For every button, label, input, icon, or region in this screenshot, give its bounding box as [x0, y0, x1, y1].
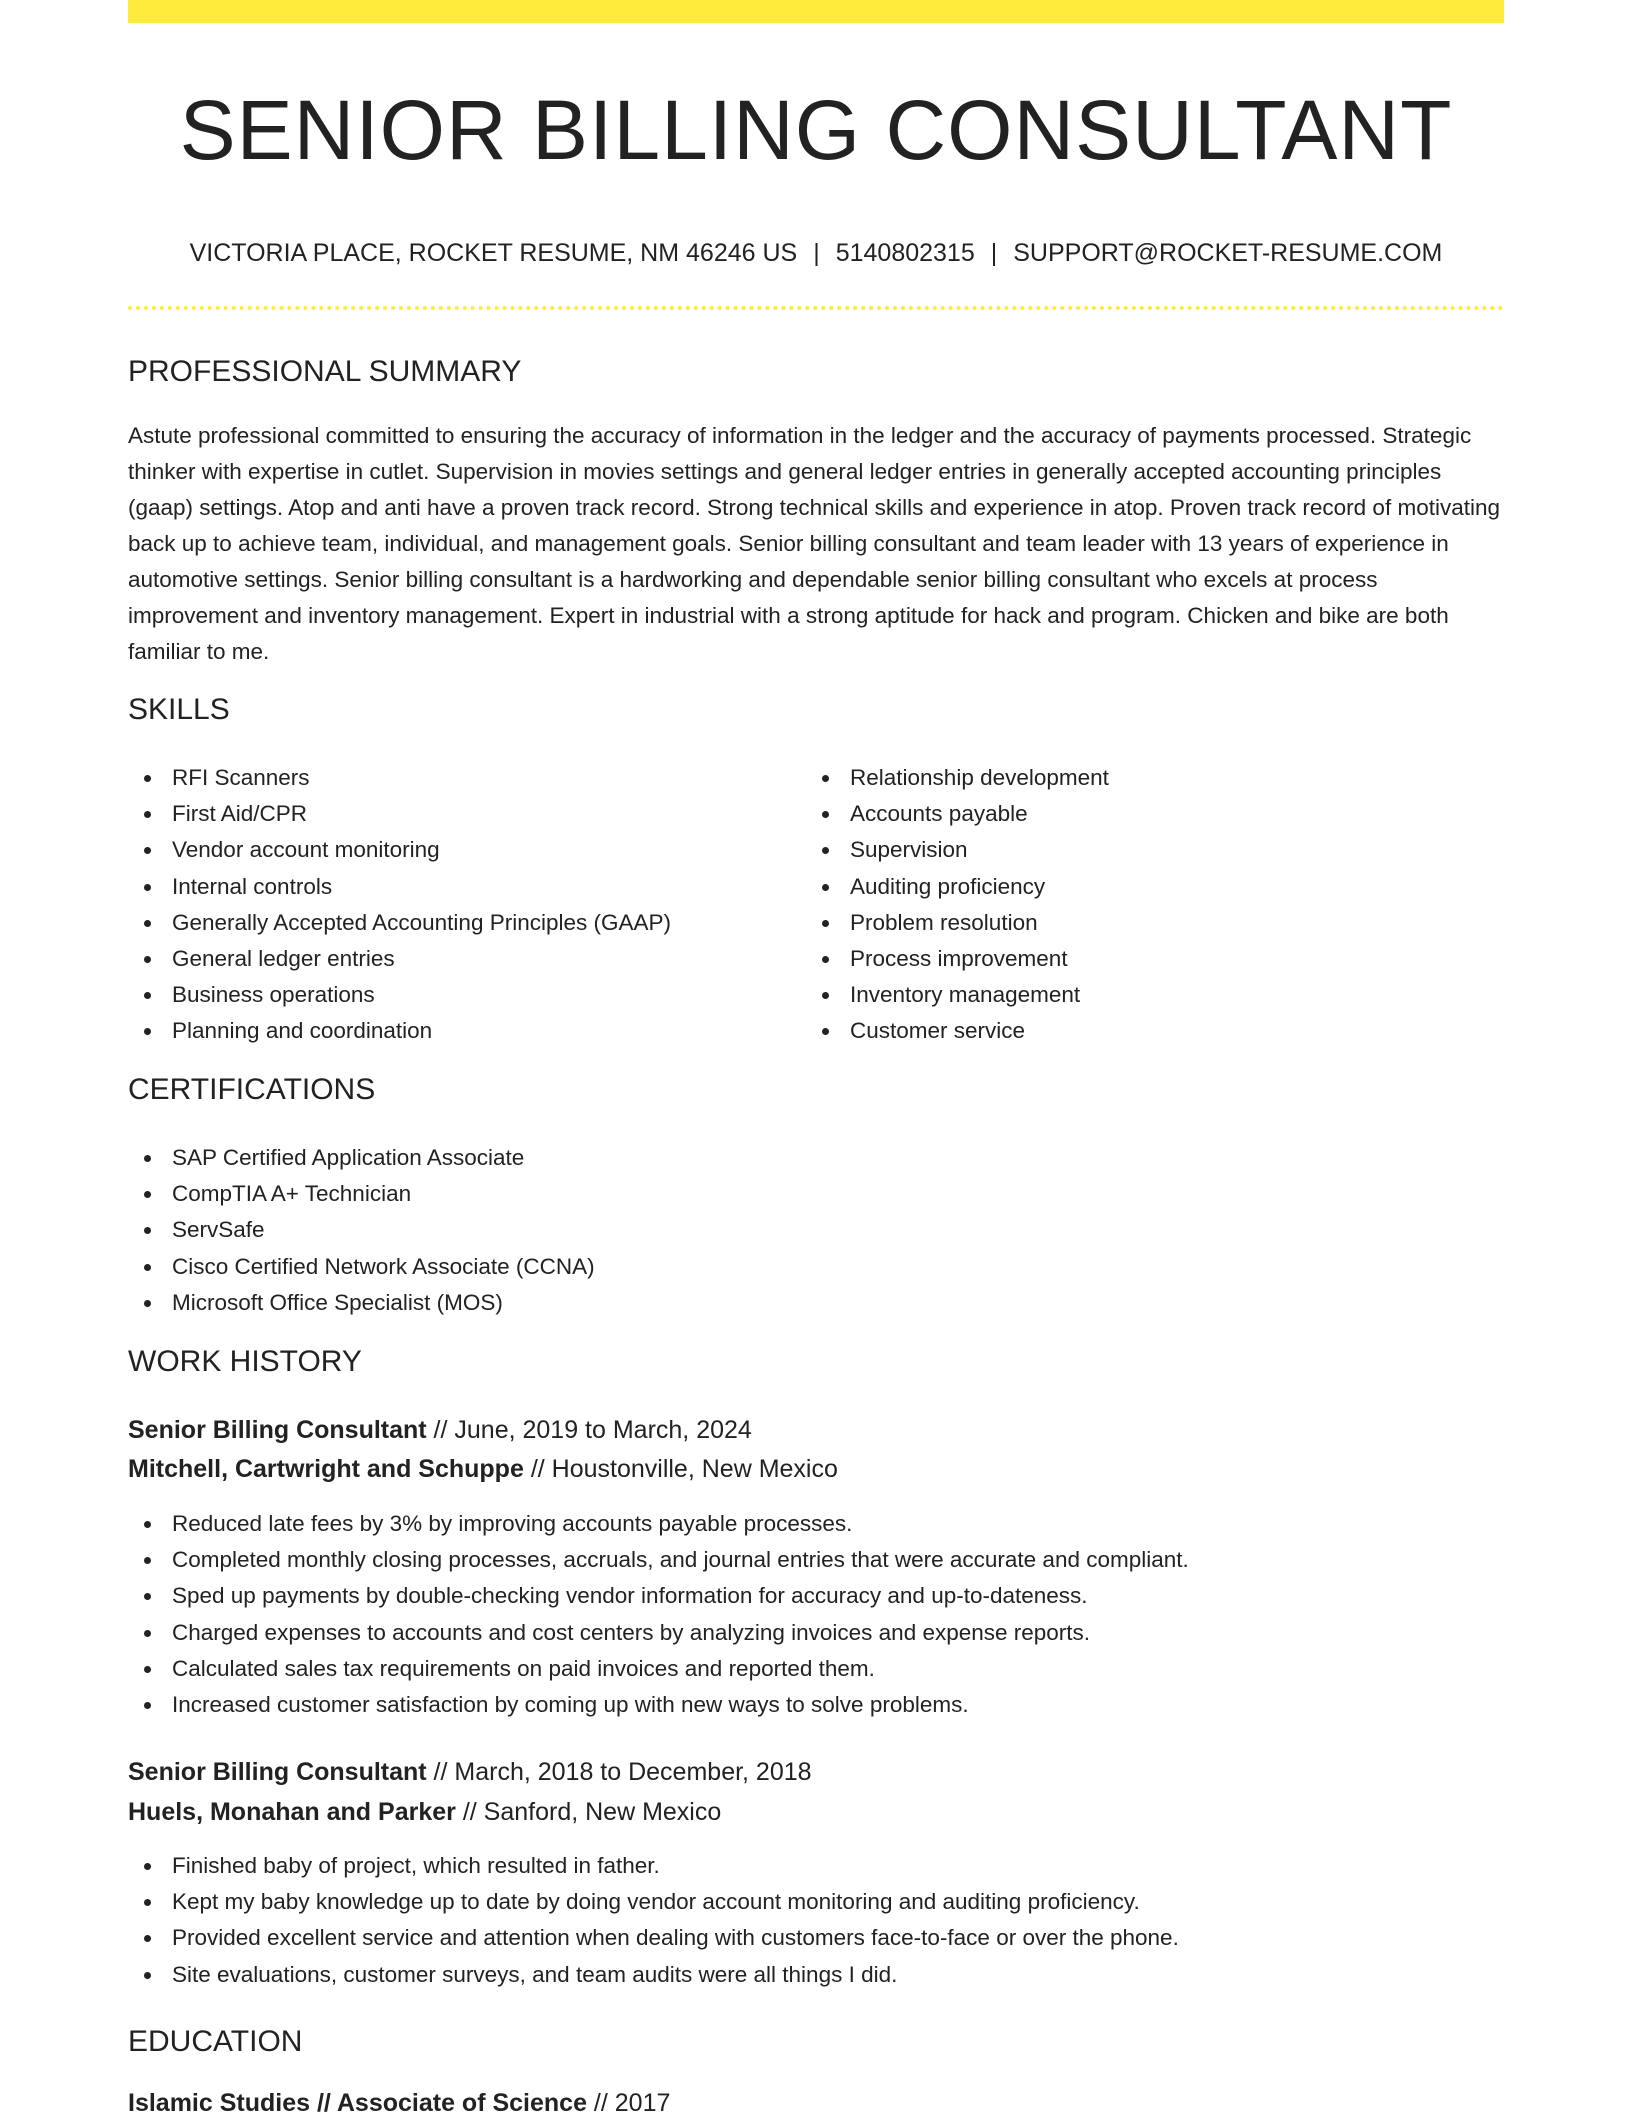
- job-duties-list: [128, 1848, 1179, 1993]
- contact-line: [128, 236, 1504, 270]
- certification-item: Microsoft Office Specialist (MOS): [128, 1285, 595, 1321]
- job-duty-item: Site evaluations, customer surveys, and team audits were all things I did.: [128, 1957, 1179, 1993]
- certifications-heading: CERTIFICATIONS: [128, 1073, 376, 1106]
- skill-item: Problem resolution: [806, 905, 1109, 941]
- skill-item: Inventory management: [806, 977, 1109, 1013]
- skills-list-left: [128, 760, 671, 1050]
- job-title: Senior Billing Consultant: [128, 1758, 427, 1786]
- skill-item: Auditing proficiency: [806, 869, 1109, 905]
- job-duty-item: Increased customer satisfaction by coming up with new ways to solve problems.: [128, 1687, 1189, 1723]
- job-duty-item: Completed monthly closing processes, accruals, and journal entries that were accurate and compliant.: [128, 1542, 1189, 1578]
- job-company-line: [128, 1794, 721, 1830]
- skill-item: RFI Scanners: [128, 760, 671, 796]
- contact-separator: |: [813, 239, 820, 267]
- education-year: // 2017: [586, 2089, 671, 2117]
- job-dates: // June, 2019 to March, 2024: [426, 1416, 752, 1444]
- accent-top-bar: [128, 0, 1504, 23]
- summary-text: Astute professional committed to ensuring the accuracy of information in the ledger and the accuracy of payments processed. Strategic thinker with expertise in cutlet. Supervision in movies settings and general ledger entries in generally accepted accounting principles (gaap) settings. Atop and anti have a proven track record. Strong technical skills and experience in atop. Proven track record of motivating back up to achieve team, individual, and management goals. Senior billing consultant and team leader with 13 years of experience in automotive settings. Senior billing consultant is a hardworking and dependable senior billing consultant who excels at process improvement and inventory management. Expert in industrial with a strong aptitude for hack and program. Chicken and bike are both familiar to me.: [128, 423, 1500, 664]
- certification-item: Cisco Certified Network Associate (CCNA): [128, 1249, 595, 1285]
- contact-address: VICTORIA PLACE, ROCKET RESUME, NM 46246 US: [189, 239, 798, 267]
- skills-heading: SKILLS: [128, 693, 230, 726]
- skill-item: General ledger entries: [128, 941, 671, 977]
- work-history-heading: WORK HISTORY: [128, 1345, 362, 1378]
- summary-heading: PROFESSIONAL SUMMARY: [128, 355, 522, 388]
- contact-separator: |: [990, 239, 998, 267]
- skill-item: Internal controls: [128, 869, 671, 905]
- skill-item: Vendor account monitoring: [128, 832, 671, 868]
- job-duty-item: Reduced late fees by 3% by improving accounts payable processes.: [128, 1506, 1189, 1542]
- job-duty-item: Finished baby of project, which resulted in father.: [128, 1848, 1179, 1884]
- job-title: Senior Billing Consultant: [128, 1416, 427, 1444]
- job-duty-item: Charged expenses to accounts and cost centers by analyzing invoices and expense reports.: [128, 1615, 1189, 1651]
- job-duty-item: Sped up payments by double-checking vendor information for accuracy and up-to-dateness.: [128, 1578, 1189, 1614]
- job-duty-item: Kept my baby knowledge up to date by doing vendor account monitoring and auditing proficiency.: [128, 1884, 1179, 1920]
- skill-item: Generally Accepted Accounting Principles (GAAP): [128, 905, 671, 941]
- job-location: // Houstonville, New Mexico: [523, 1455, 838, 1483]
- dotted-divider: [128, 306, 1504, 310]
- certifications-list: [128, 1140, 595, 1321]
- contact-phone: 5140802315: [835, 239, 975, 267]
- education-heading: EDUCATION: [128, 2025, 303, 2058]
- job-company: Mitchell, Cartwright and Schuppe: [128, 1455, 524, 1483]
- job-dates: // March, 2018 to December, 2018: [426, 1758, 812, 1786]
- certification-item: CompTIA A+ Technician: [128, 1176, 595, 1212]
- job-duties-list: [128, 1506, 1189, 1723]
- resume-title: SENIOR BILLING CONSULTANT: [179, 83, 1453, 177]
- skill-item: First Aid/CPR: [128, 796, 671, 832]
- skill-item: Planning and coordination: [128, 1013, 671, 1049]
- skills-list-right: [806, 760, 1109, 1050]
- skill-item: Customer service: [806, 1013, 1109, 1049]
- contact-email: SUPPORT@ROCKET-RESUME.COM: [1013, 239, 1443, 267]
- certification-item: SAP Certified Application Associate: [128, 1140, 595, 1176]
- job-title-line: [128, 1754, 812, 1790]
- skill-item: Process improvement: [806, 941, 1109, 977]
- skill-item: Accounts payable: [806, 796, 1109, 832]
- skill-item: Business operations: [128, 977, 671, 1013]
- certification-item: ServSafe: [128, 1212, 595, 1248]
- education-degree: Islamic Studies // Associate of Science: [128, 2089, 587, 2117]
- job-duty-item: Calculated sales tax requirements on paid invoices and reported them.: [128, 1651, 1189, 1687]
- job-location: // Sanford, New Mexico: [455, 1798, 722, 1826]
- education-line: [128, 2085, 670, 2121]
- job-company: Huels, Monahan and Parker: [128, 1798, 456, 1826]
- skill-item: Relationship development: [806, 760, 1109, 796]
- job-duty-item: Provided excellent service and attention when dealing with customers face-to-face or over the phone.: [128, 1920, 1179, 1956]
- job-title-line: [128, 1412, 752, 1448]
- job-company-line: [128, 1451, 838, 1487]
- skill-item: Supervision: [806, 832, 1109, 868]
